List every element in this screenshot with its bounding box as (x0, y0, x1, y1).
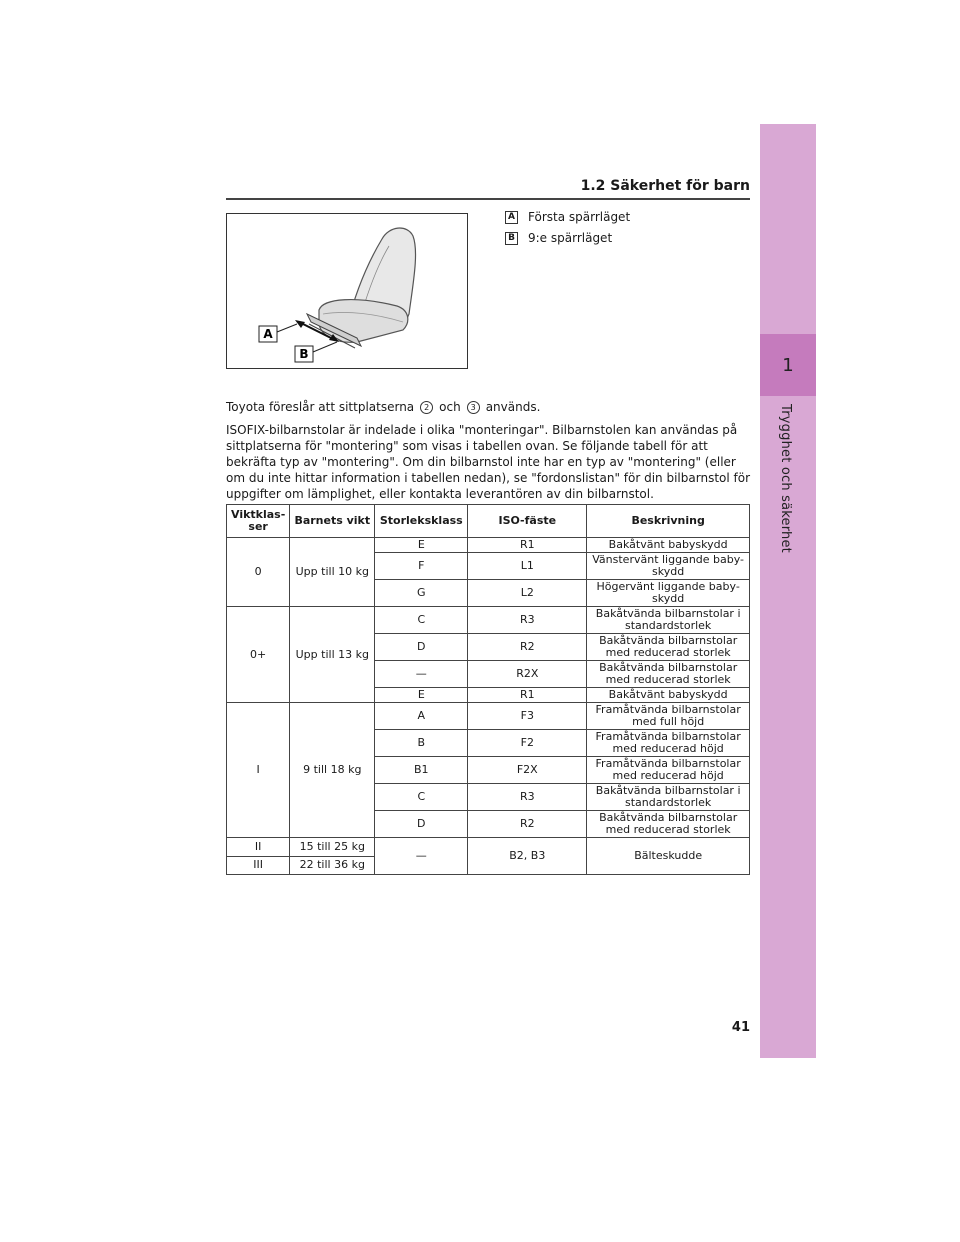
seat-drawing (227, 214, 467, 368)
desc-cell: Bälteskudde (587, 838, 750, 875)
legend-key-a: A (505, 211, 518, 224)
figure-label-a: A (263, 327, 273, 341)
col-header-weight: Barnets vikt (290, 505, 375, 538)
table-row (227, 703, 750, 730)
desc-cell: Framåtvända bilbarnstolar med reducerad höjd (587, 757, 750, 784)
size-cell: D (375, 811, 468, 838)
weight-cell: 15 till 25 kg (290, 838, 375, 857)
iso-cell: B2, B3 (468, 838, 587, 875)
iso-cell: R2 (468, 634, 587, 661)
iso-cell: R3 (468, 607, 587, 634)
size-cell: B1 (375, 757, 468, 784)
chapter-number[interactable]: 1 (760, 334, 816, 396)
size-cell: — (375, 661, 468, 688)
legend-key-b: B (505, 232, 518, 245)
seat-illustration (226, 213, 468, 369)
weight-cell: Upp till 13 kg (290, 607, 375, 703)
size-cell: C (375, 784, 468, 811)
iso-cell: F2X (468, 757, 587, 784)
table-row (227, 607, 750, 634)
desc-cell: Bakåtvända bilbarnstolar med reducerad storlek (587, 634, 750, 661)
desc-cell: Bakåtvända bilbarnstolar med reducerad storlek (587, 811, 750, 838)
iso-cell: R2X (468, 661, 587, 688)
iso-cell: L2 (468, 580, 587, 607)
col-header-size: Storleksklass (375, 505, 468, 538)
table-row (227, 838, 750, 857)
iso-cell: R1 (468, 688, 587, 703)
col-header-class: Viktklas-ser (227, 505, 290, 538)
class-cell: III (227, 856, 290, 875)
weight-cell: 22 till 36 kg (290, 856, 375, 875)
table-header-row (227, 505, 750, 538)
desc-cell: Bakåtvänt babyskydd (587, 688, 750, 703)
iso-cell: R2 (468, 811, 587, 838)
class-cell: I (227, 703, 290, 838)
legend-item-b (505, 231, 612, 245)
size-cell: C (375, 607, 468, 634)
class-cell: 0 (227, 538, 290, 607)
isofix-table (226, 504, 750, 875)
seat-2-icon: 2 (420, 401, 433, 414)
chapter-title-vertical: Trygghet och säkerhet (778, 404, 793, 553)
desc-cell: Högervänt liggande baby-skydd (587, 580, 750, 607)
figure-label-b: B (299, 347, 309, 361)
size-cell: A (375, 703, 468, 730)
col-header-desc: Beskrivning (587, 505, 750, 538)
iso-cell: L1 (468, 553, 587, 580)
chapter-side-tab (760, 124, 816, 1058)
heading-rule (226, 198, 750, 200)
col-header-iso: ISO-fäste (468, 505, 587, 538)
weight-cell: Upp till 10 kg (290, 538, 375, 607)
iso-cell: F2 (468, 730, 587, 757)
desc-cell: Bakåtvända bilbarnstolar i standardstorlek (587, 607, 750, 634)
section-heading: 1.2 Säkerhet för barn (580, 178, 750, 194)
desc-cell: Bakåtvänt babyskydd (587, 538, 750, 553)
desc-cell: Bakåtvända bilbarnstolar i standardstorlek (587, 784, 750, 811)
size-cell: — (375, 838, 468, 875)
size-cell: E (375, 538, 468, 553)
size-cell: F (375, 553, 468, 580)
weight-cell: 9 till 18 kg (290, 703, 375, 838)
legend-item-a (505, 210, 630, 224)
seating-suggestion: Toyota föreslår att sittplatserna 2 och 3 används. (226, 400, 541, 414)
table-row (227, 538, 750, 553)
desc-cell: Vänstervänt liggande baby-skydd (587, 553, 750, 580)
size-cell: D (375, 634, 468, 661)
seat-3-icon: 3 (467, 401, 480, 414)
legend-text-a: Första spärrläget (528, 210, 631, 224)
size-cell: B (375, 730, 468, 757)
iso-cell: R3 (468, 784, 587, 811)
desc-cell: Framåtvända bilbarnstolar med reducerad höjd (587, 730, 750, 757)
iso-cell: F3 (468, 703, 587, 730)
desc-cell: Bakåtvända bilbarnstolar med reducerad storlek (587, 661, 750, 688)
iso-cell: R1 (468, 538, 587, 553)
page-number: 41 (731, 1020, 750, 1035)
size-cell: G (375, 580, 468, 607)
class-cell: II (227, 838, 290, 857)
class-cell: 0+ (227, 607, 290, 703)
legend-text-b: 9:e spärrläget (528, 231, 613, 245)
isofix-paragraph: ISOFIX-bilbarnstolar är indelade i olika "monteringar". Bilbarnstolen kan användas på sittplatserna för "montering" som visas i tabellen ovan. Se följande tabell för att bekräfta typ av "montering". Om din bilbarnstol inte har en typ av "montering" (eller om du inte hittar information i tabellen nedan), se "fordonslistan" för din bilbarnstol för uppgifter om lämplighet, eller kontakta leverantören av din bilbarnstol. (226, 423, 751, 501)
size-cell: E (375, 688, 468, 703)
desc-cell: Framåtvända bilbarnstolar med full höjd (587, 703, 750, 730)
